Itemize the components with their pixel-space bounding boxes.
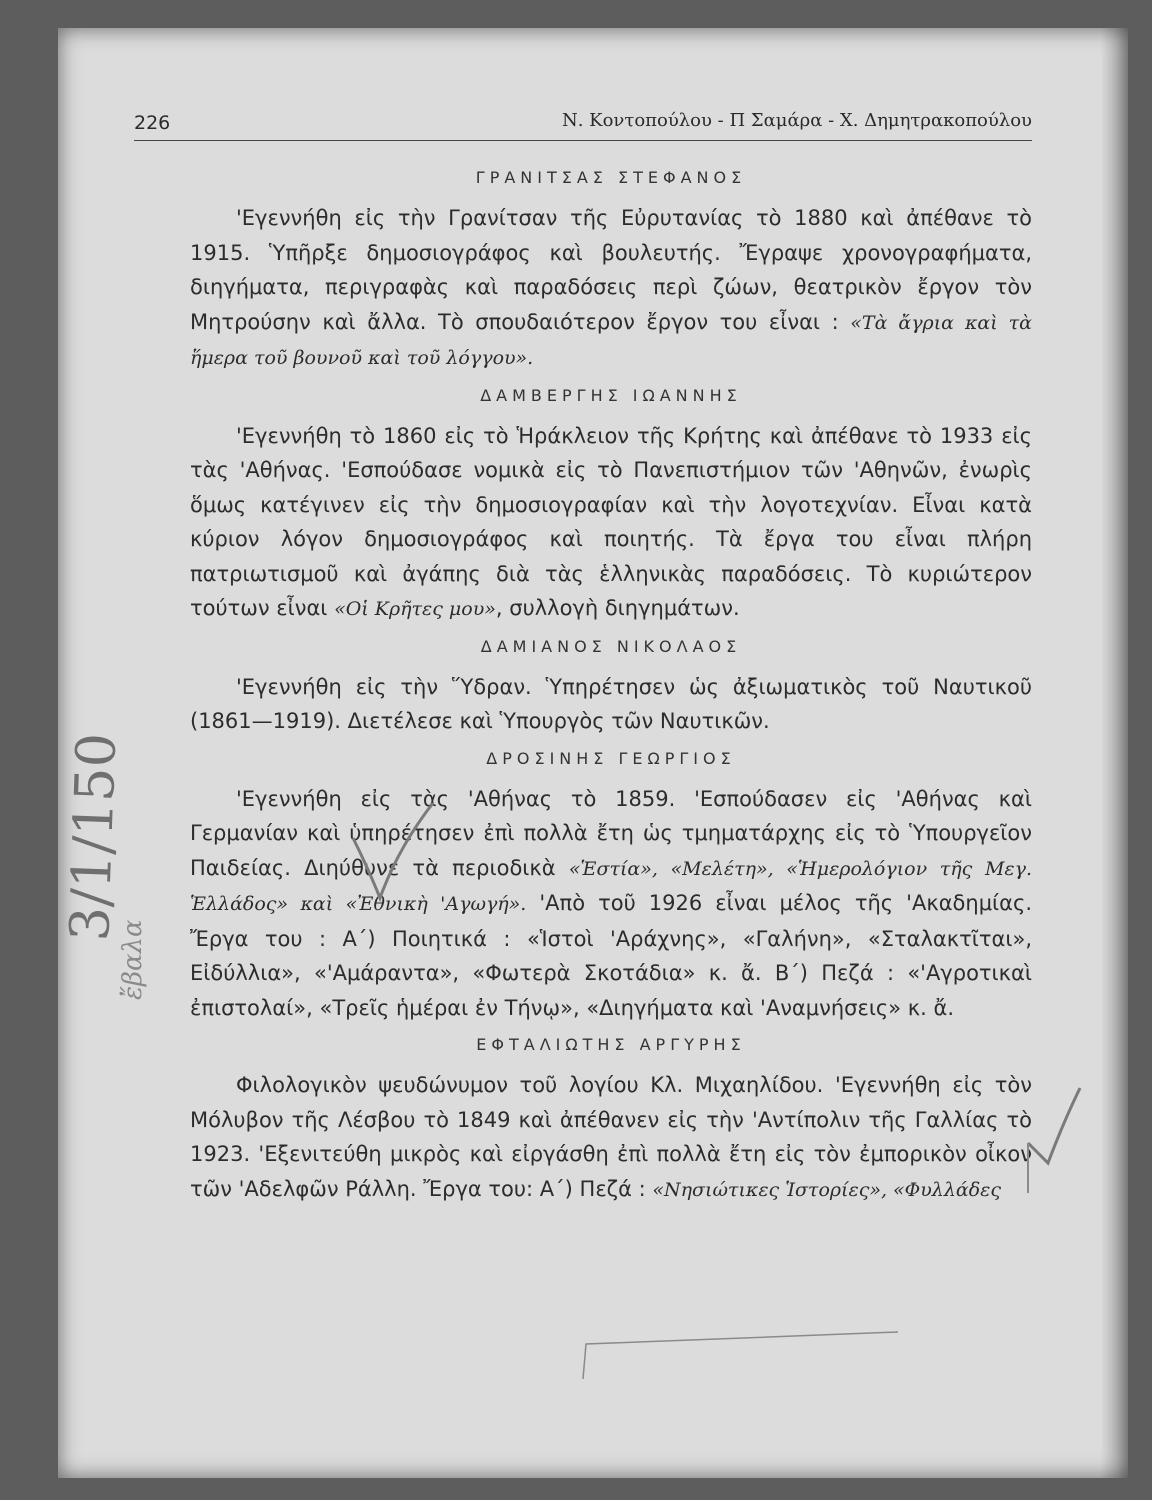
entry-text: 'Εγεννήθη εἰς τὰς 'Αθήνας τὸ 1859. 'Εσπούδασεν εἰς 'Αθήνας καὶ Γερμανίαν καὶ ὑπηρέτησεν ἐπὶ πολλὰ ἔτη ὡς τμηματάρχης εἰς τὸ Ὑπουργεῖον Παιδείας. Διηύθυνε τὰ περιοδικὰ «Ἑστία», «Μελέτη», «Ἡμερολόγιον τῆς Μεγ. Ἑλλάδος» καὶ «Ἐθνικὴ 'Αγωγή». 'Απὸ τοῦ 1926 εἶναι μέλος τῆς 'Ακαδημίας. Ἔργα του : Α΄) Ποιητικά : «Ἱστοὶ 'Αράχνης», «Γαλήνη», «Σταλακτῖται», Εἰδύλλια», «'Αμάραντα», «Φωτερὰ Σκοτάδια» κ. ἄ. Β΄) Πεζά : «'Αγροτικαὶ ἐπιστολαί», «Τρεῖς ἡμέραι ἐν Τήνῳ», «Διηγήματα καὶ 'Αναμνήσεις» κ. ἄ.	[190, 786, 1033, 1020]
work-title: «Νησιώτικες Ἱστορίες», «Φυλλάδες	[652, 1178, 1001, 1201]
entry-eftaliotis	[190, 1035, 1032, 1207]
page-edge-shadow	[1100, 28, 1128, 1478]
entry-title: ΔΑΜΒΕΡΓΗΣ ΙΩΑΝΝΗΣ	[480, 385, 742, 405]
work-title: «Τὰ ἄγρια καὶ τὰ ἥμερα τοῦ βουνοῦ καὶ τοῦ λόγγου».	[190, 311, 1032, 369]
entry-text: 'Εγεννήθη εἰς τὴν Ὕδραν. Ὑπηρέτησεν ὡς ἀξιωματικὸς τοῦ Ναυτικοῦ (1861—1919). Διετέλεσε καὶ Ὑπουργὸς τῶν Ναυτικῶν.	[190, 674, 1032, 733]
page-content	[190, 168, 1032, 1217]
entry-title: ΕΦΤΑΛΙΩΤΗΣ ΑΡΓΥΡΗΣ	[476, 1035, 746, 1054]
work-title: «Ἑστία», «Μελέτη», «Ἡμερολόγιον τῆς Μεγ. Ἑλλάδος» καὶ «Ἐθνικὴ 'Αγωγή».	[190, 857, 1032, 915]
entry-title: ΔΑΜΙΑΝΟΣ ΝΙΚΟΛΑΟΣ	[480, 636, 742, 656]
running-head: Ν. Κοντοπούλου - Π Σαμάρα - Χ. Δημητρακοπούλου	[561, 110, 1032, 131]
margin-number: 3/1/150	[58, 731, 129, 943]
entry-drosinis	[190, 749, 1032, 1026]
work-title: «Οἱ Κρῆτες μου»	[334, 598, 496, 620]
pencil-underline-icon	[578, 1324, 908, 1384]
pencil-check-icon	[348, 798, 438, 908]
page-number: 226	[134, 112, 171, 134]
entry-dambergis	[190, 386, 1032, 627]
book-page	[58, 28, 1128, 1478]
entry-text: 'Εγεννήθη εἰς τὴν Γρανίτσαν τῆς Εὐρυτανίας τὸ 1880 καὶ ἀπέθανε τὸ 1915. Ὑπῆρξε δημοσιογράφος καὶ βουλευτής. Ἔγραψε χρονογραφήματα, διηγήματα, περιγραφὰς καὶ παραδόσεις περὶ ζώων, θεατρικὸν ἔργον τὸν Μητρούσην καὶ ἄλλα. Τὸ σπουδαιότερον ἔργον του εἶναι : «Τὰ ἄγρια καὶ τὰ ἥμερα τοῦ βουνοῦ καὶ τοῦ λόγγου».	[190, 206, 1032, 369]
entry-damianos	[190, 637, 1032, 739]
entry-text: 'Εγεννήθη τὸ 1860 εἰς τὸ Ἡράκλειον τῆς Κρήτης καὶ ἀπέθανε τὸ 1933 εἰς τὰς 'Αθήνας. 'Εσπούδασε νομικὰ εἰς τὸ Πανεπιστήμιον τῶν 'Αθηνῶν, ἐνωρὶς ὅμως κατέγινεν εἰς τὴν δημοσιογραφίαν καὶ τὴν λογοτεχνίαν. Εἶναι κατὰ κύριον λόγον δημοσιογράφος καὶ ποιητής. Τὰ ἔργα του εἶναι πλήρη πατριωτισμοῦ καὶ ἀγάπης διὰ τὰς ἑλληνικὰς παραδόσεις. Τὸ κυριώτερον τούτων εἶναι «Οἱ Κρῆτες μου», συλλογὴ διηγημάτων.	[190, 423, 1032, 620]
margin-note: ἔβαλα	[118, 919, 148, 1000]
entry-granitsas	[190, 168, 1032, 376]
entry-title: ΓΡΑΝΙΤΣΑΣ ΣΤΕΦΑΝΟΣ	[475, 168, 747, 187]
pencil-bracket-icon	[1018, 1083, 1088, 1203]
entry-text: Φιλολογικὸν ψευδώνυμον τοῦ λογίου Κλ. Μιχαηλίδου. 'Εγεννήθη εἰς τὸν Μόλυβον τῆς Λέσβου τὸ 1849 καὶ ἀπέθανεν εἰς τὴν 'Αντίπολιν τῆς Γαλλίας τὸ 1923. 'Εξενιτεύθη μικρὸς καὶ εἰργάσθη ἐπὶ πολλὰ ἔτη εἰς τὸν ἐμπορικὸν οἶκον τῶν 'Αδελφῶν Ράλλη. Ἔργα του: Α΄) Πεζά : «Νησιώτικες Ἱστορίες», «Φυλλάδες	[190, 1073, 1032, 1201]
page-header	[134, 104, 1032, 141]
entry-title: ΔΡΟΣΙΝΗΣ ΓΕΩΡΓΙΟΣ	[486, 748, 736, 768]
